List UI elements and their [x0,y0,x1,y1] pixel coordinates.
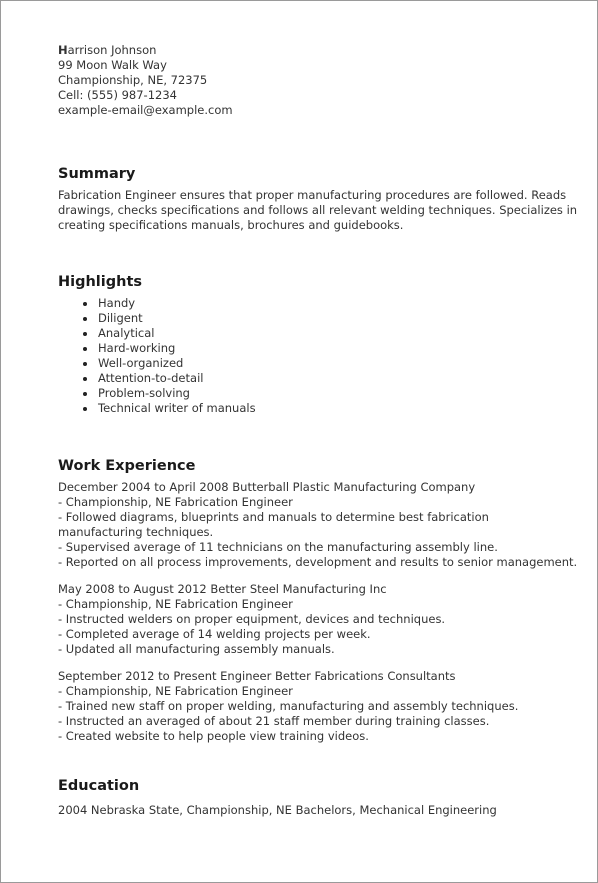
job-entry [58,669,578,744]
experience-section [58,457,578,744]
job-bullet: - Championship, NE Fabrication Engineer [58,495,293,509]
highlight-item: Hard-working [98,341,578,356]
highlights-heading: Highlights [58,274,143,290]
name-initial: H [58,43,68,57]
experience-heading: Work Experience [58,458,196,474]
education-section [58,777,578,818]
job-bullet: - Instructed an averaged of about 21 staff member during training classes. [58,714,490,728]
highlight-item: Problem-solving [98,386,578,401]
job-bullet: - Instructed welders on proper equipment, devices and techniques. [58,612,446,626]
job-bullet: - Trained new staff on proper welding, manufacturing and assembly techniques. [58,699,519,713]
contact-block [58,43,578,118]
job-bullet: - Championship, NE Fabrication Engineer [58,684,293,698]
highlights-section [58,273,578,416]
job-bullet: - Completed average of 14 welding projects per week. [58,627,371,641]
contact-street: 99 Moon Walk Way [58,58,167,72]
contact-cell: Cell: (555) 987-1234 [58,88,177,102]
job-entry [58,582,578,657]
job-bullet: - Updated all manufacturing assembly manuals. [58,642,335,656]
name-rest: arrison Johnson [67,43,157,57]
summary-text: Fabrication Engineer ensures that proper manufacturing procedures are followed. Reads drawings, checks specifications and follows all relevant welding techniques. Specializes in creating specifications manuals, brochures and guidebooks. [58,188,578,232]
job-entry [58,480,578,570]
contact-name [58,43,578,58]
contact-city-state-zip: Championship, NE, 72375 [58,73,208,87]
highlight-item: Diligent [98,311,578,326]
highlight-item: Attention-to-detail [98,371,578,386]
highlight-item: Analytical [98,326,578,341]
summary-section [58,165,578,233]
highlight-item: Handy [98,296,578,311]
contact-email: example-email@example.com [58,103,233,117]
job-title-line: May 2008 to August 2012 Better Steel Manufacturing Inc [58,582,387,596]
education-text: 2004 Nebraska State, Championship, NE Bachelors, Mechanical Engineering [58,803,497,817]
job-bullet: - Reported on all process improvements, development and results to senior management. [58,555,578,569]
job-bullet: - Created website to help people view training videos. [58,729,369,743]
education-heading: Education [58,778,140,794]
job-bullet: - Followed diagrams, blueprints and manuals to determine best fabrication manufacturing techniques. [58,510,489,539]
job-bullet: - Supervised average of 11 technicians on the manufacturing assembly line. [58,540,498,554]
summary-heading: Summary [58,166,136,182]
job-title-line: September 2012 to Present Engineer Better Fabrications Consultants [58,669,456,683]
job-title-line: December 2004 to April 2008 Butterball Plastic Manufacturing Company [58,480,476,494]
job-bullet: - Championship, NE Fabrication Engineer [58,597,293,611]
resume-content [58,43,578,818]
highlight-item: Technical writer of manuals [98,401,578,416]
highlight-item: Well-organized [98,356,578,371]
highlights-list [58,296,578,416]
